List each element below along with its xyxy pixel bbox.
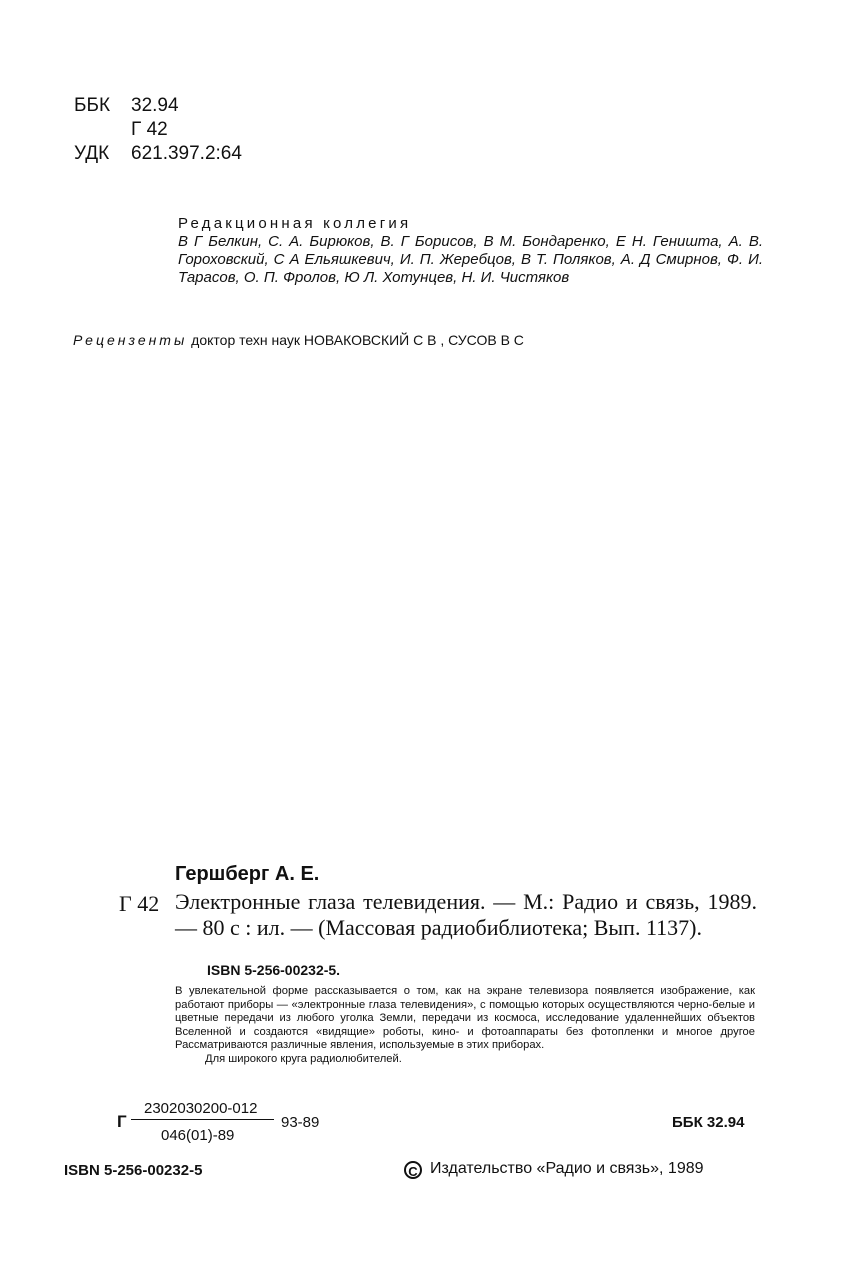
- formula-bbk: ББК 32.94: [672, 1114, 745, 1131]
- author-mark: Г 42: [131, 119, 168, 140]
- bbk-code: ББК: [74, 95, 111, 116]
- card-author: Гершберг А. Е.: [175, 863, 320, 885]
- formula-numerator: 2302030200-012: [144, 1100, 258, 1117]
- footer-isbn: ISBN 5-256-00232-5: [64, 1162, 203, 1179]
- card-isbn: ISBN 5-256-00232-5.: [207, 962, 341, 978]
- reviewers-label: Рецензенты: [73, 332, 188, 348]
- footer-copyright: [404, 1160, 704, 1179]
- reviewers-text: доктор техн наук НОВАКОВСКИЙ С В , СУСОВ В С: [191, 332, 524, 348]
- bbk-value: 32.94: [131, 95, 179, 116]
- editorial-board-heading: Редакционная коллегия: [178, 215, 412, 232]
- udk-value: 621.397.2:64: [131, 143, 242, 164]
- card-annotation: [175, 985, 755, 1066]
- formula-letter: Г: [117, 1112, 127, 1131]
- reviewers-line: [73, 332, 524, 348]
- copyright-icon: C: [404, 1161, 422, 1179]
- editorial-board-names: В Г Белкин, С. А. Бирюков, В. Г Борисов, В М. Бондаренко, Е Н. Геништа, А. В. Гороховский, С А Ельяшкевич, И. П. Жеребцов, В Т. Поляков, А. Д Смирнов, Ф. И. Тарасов, О. П. Фролов, Ю Л. Хотунцев, Н. И. Чистяков: [178, 233, 763, 286]
- annotation-text: В увлекательной форме рассказывается о том, как на экране телевизора появляется изображение, как работают приборы — «электронные глаза телевидения», с помощью которых осуществляются черно-белые и цветные передачи из любого уголка Земли, передачи из космоса, исследование удаленнейших объектов Вселенной и создаются «видящие» роботы, кино- и фотоаппараты без фотопленки и многое другое Рассматриваются различные явления, используемые в этих приборах.: [175, 985, 755, 1051]
- footer-publisher: Издательство «Радио и связь», 1989: [430, 1160, 704, 1177]
- annotation-audience: Для широкого круга радиолюбителей.: [205, 1052, 402, 1065]
- udk-code: УДК: [74, 143, 110, 164]
- card-index: Г 42: [119, 891, 160, 916]
- card-title: Электронные глаза телевидения. — М.: Радио и связь, 1989. — 80 с : ил. — (Массовая радиобиблиотека; Вып. 1137).: [175, 889, 757, 940]
- editorial-board: [178, 215, 763, 287]
- fraction-bar: [131, 1119, 274, 1120]
- formula-denominator: 046(01)-89: [161, 1127, 235, 1144]
- formula-suffix: 93-89: [281, 1114, 320, 1131]
